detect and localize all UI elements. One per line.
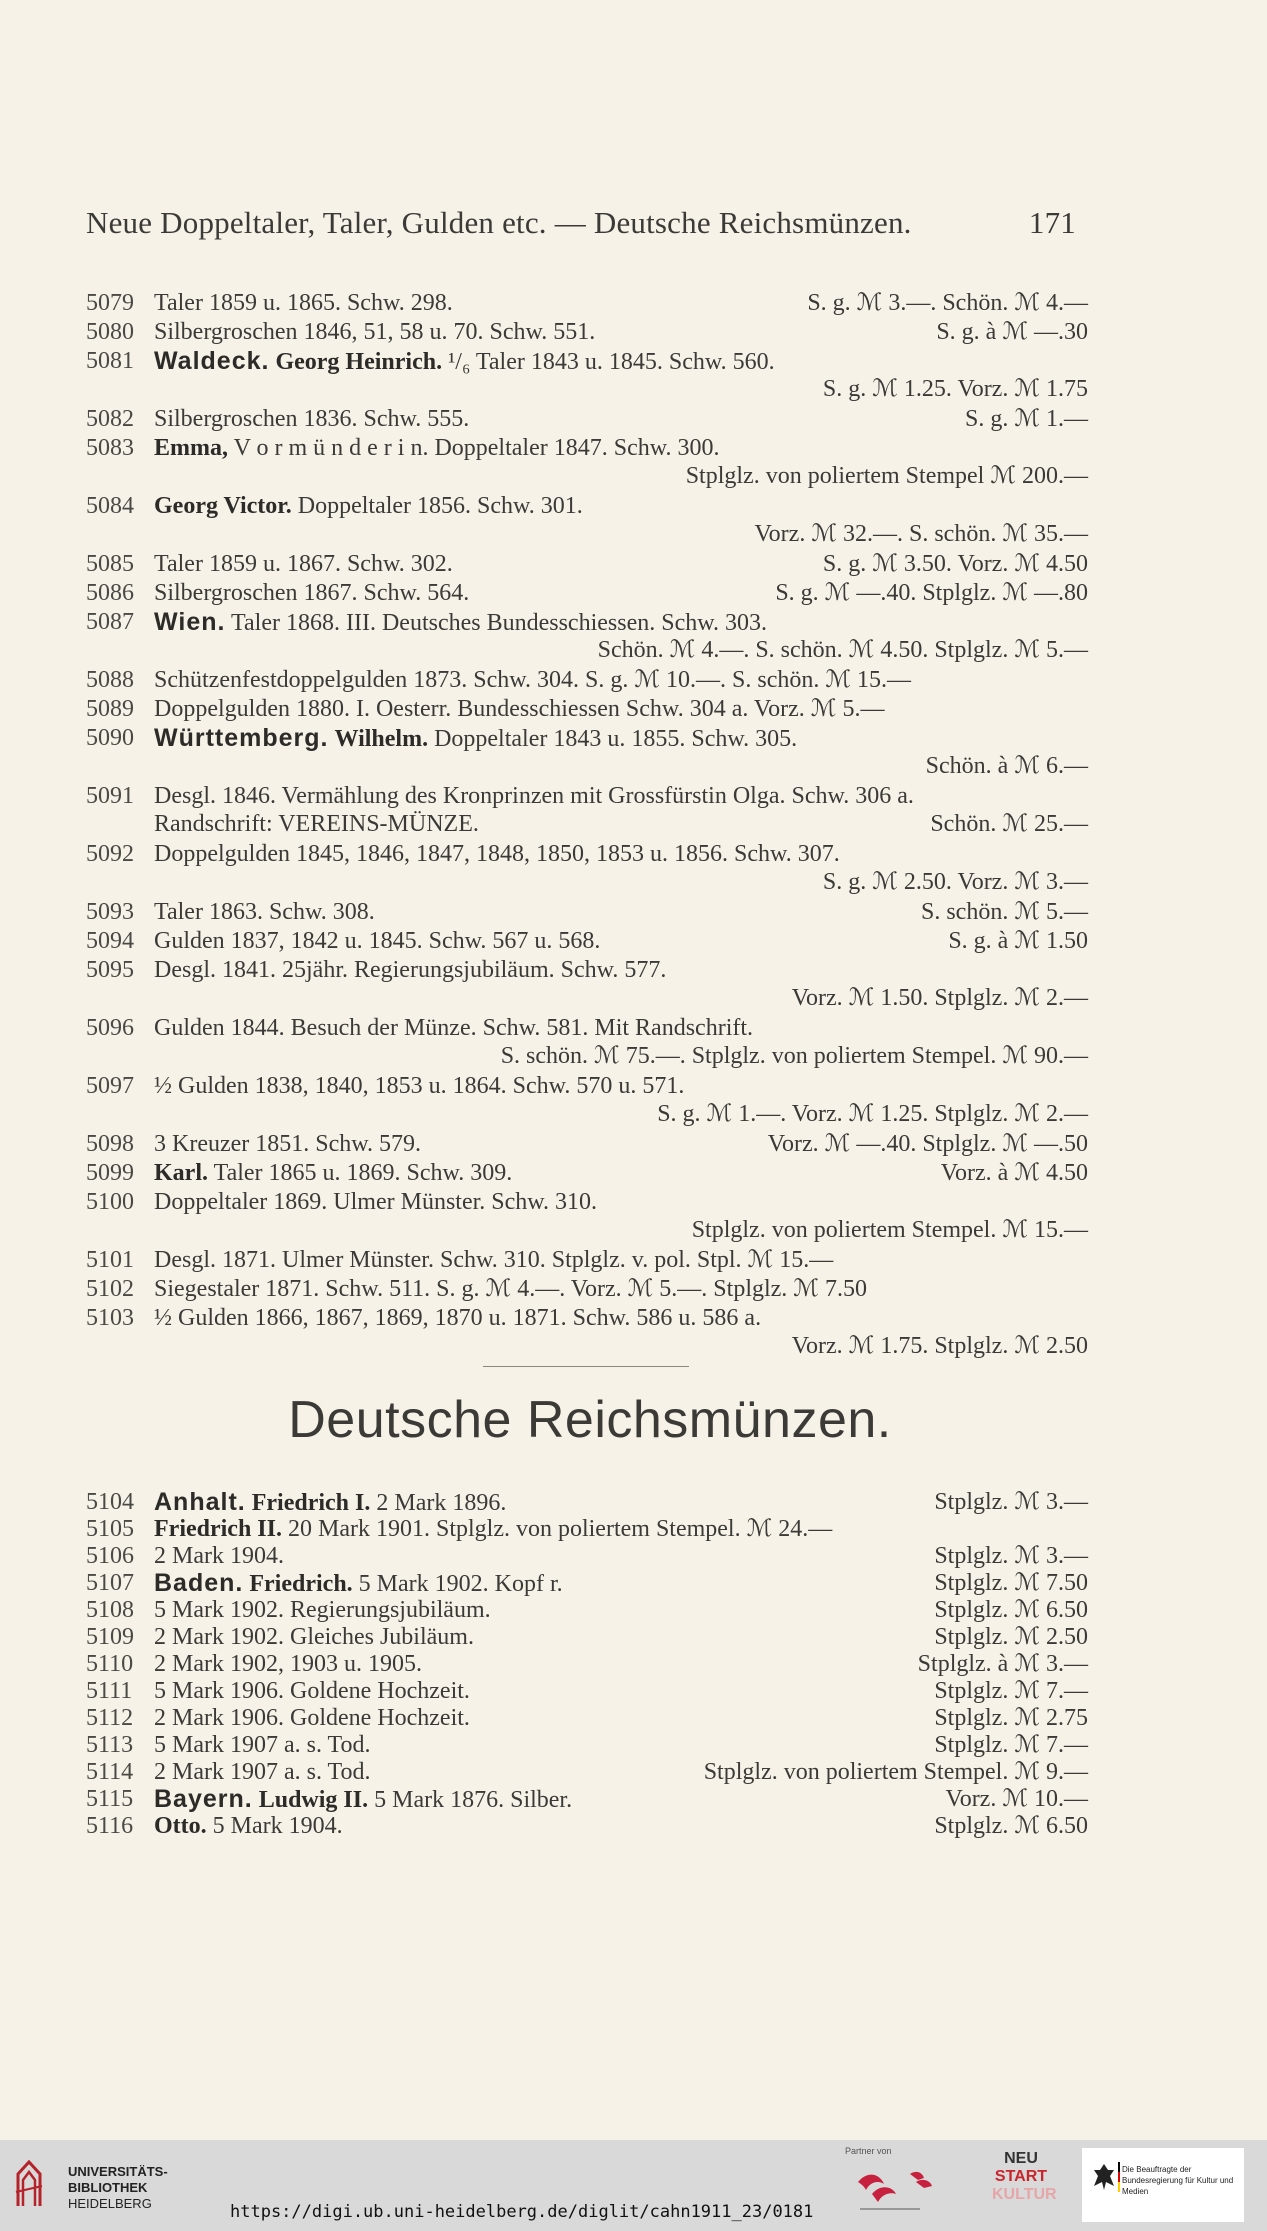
entry-row bbox=[86, 1187, 1088, 1217]
entry-row bbox=[86, 1811, 1088, 1841]
entry-description bbox=[154, 1541, 284, 1571]
entry-continuation-price: S. g. ℳ 2.50. Vorz. ℳ 3.— bbox=[822, 869, 1088, 895]
entry-text: Desgl. 1871. Ulmer Münster. Schw. 310. Stplglz. v. pol. Stpl. ℳ 15.— bbox=[154, 1247, 834, 1273]
entry-number: 5102 bbox=[86, 1276, 134, 1302]
entry-price: Stplglz. von poliertem Stempel. ℳ 9.— bbox=[703, 1759, 1088, 1785]
entry-row bbox=[86, 1595, 1088, 1625]
entry-text: Gulden 1844. Besuch der Münze. Schw. 581. Mit Randschrift. bbox=[154, 1015, 754, 1041]
entry-continuation bbox=[86, 461, 1088, 491]
entry-number: 5090 bbox=[86, 725, 134, 751]
entry-continuation bbox=[86, 1041, 1088, 1071]
entry-price: Stplglz. ℳ 6.50 bbox=[934, 1597, 1088, 1623]
entry-number: 5116 bbox=[86, 1813, 134, 1839]
entry-continuation-price: Stplglz. von poliertem Stempel. ℳ 15.— bbox=[691, 1217, 1088, 1243]
entry-text: ¹/₆ Taler 1843 u. 1845. Schw. 560. bbox=[448, 349, 775, 375]
entry-row bbox=[86, 1784, 1088, 1814]
entry-state: Waldeck. bbox=[154, 347, 270, 375]
entry-row bbox=[86, 897, 1088, 927]
entry-description bbox=[154, 607, 767, 638]
entry-description bbox=[154, 1595, 491, 1625]
entry-continuation-price: Vorz. ℳ 32.—. S. schön. ℳ 35.— bbox=[754, 521, 1088, 547]
entry-description bbox=[154, 491, 583, 521]
entry-continuation bbox=[86, 809, 1088, 839]
entry-number: 5084 bbox=[86, 493, 134, 519]
section-title: Deutsche Reichsmünzen. bbox=[288, 1391, 892, 1449]
entry-ruler: Friedrich II. bbox=[154, 1516, 282, 1542]
entry-price: S. g. ℳ 1.— bbox=[964, 406, 1088, 432]
entry-number: 5107 bbox=[86, 1570, 134, 1596]
page-number: 171 bbox=[1028, 205, 1076, 240]
entry-row bbox=[86, 1514, 1088, 1544]
entry-text: 2 Mark 1896. bbox=[376, 1490, 507, 1516]
entry-text: Taler 1859 u. 1867. Schw. 302. bbox=[154, 551, 453, 577]
entry-continuation-price: Schön. à ℳ 6.— bbox=[925, 753, 1088, 779]
entry-text: Silbergroschen 1867. Schw. 564. bbox=[154, 580, 470, 606]
entry-number: 5097 bbox=[86, 1073, 134, 1099]
entry-state: Württemberg. bbox=[154, 724, 329, 752]
entry-row bbox=[86, 926, 1088, 956]
entry-description bbox=[154, 1013, 753, 1043]
entry-row bbox=[86, 1129, 1088, 1159]
entry-text: Desgl. 1841. 25jähr. Regierungsjubiläum. Schw. 577. bbox=[154, 957, 667, 983]
entry-state: Bayern. bbox=[154, 1785, 253, 1813]
entry-continuation bbox=[86, 751, 1088, 781]
entry-price: Vorz. ℳ —.40. Stplglz. ℳ —.50 bbox=[767, 1131, 1088, 1157]
entry-ruler: Emma, bbox=[154, 435, 228, 461]
entry-description bbox=[154, 1274, 867, 1304]
entry-text: Taler 1859 u. 1865. Schw. 298. bbox=[154, 290, 453, 316]
entry-row bbox=[86, 1730, 1088, 1760]
entry-description bbox=[154, 1303, 761, 1333]
entry-continuation-price: S. g. ℳ 1.25. Vorz. ℳ 1.75 bbox=[822, 376, 1088, 402]
entry-number: 5113 bbox=[86, 1732, 134, 1758]
bkm-logo: Die Beauftragte der Bundesregierung für Kultur und Medien bbox=[1082, 2148, 1244, 2222]
entry-text: Schützenfestdoppelgulden 1873. Schw. 304. S. g. ℳ 10.—. S. schön. ℳ 15.— bbox=[154, 667, 912, 693]
entry-state: Baden. bbox=[154, 1569, 244, 1597]
entry-ruler: Friedrich. bbox=[249, 1571, 353, 1597]
entry-row bbox=[86, 433, 1088, 463]
entry-price: Stplglz. ℳ 7.— bbox=[934, 1678, 1088, 1704]
entry-text: 5 Mark 1906. Goldene Hochzeit. bbox=[154, 1678, 470, 1704]
entry-number: 5108 bbox=[86, 1597, 134, 1623]
header-title: Neue Doppeltaler, Taler, Gulden etc. — Deutsche Reichsmünzen. bbox=[86, 205, 912, 240]
entry-text: Taler 1863. Schw. 308. bbox=[154, 899, 375, 925]
entry-row bbox=[86, 578, 1088, 608]
entry-description bbox=[154, 1730, 371, 1760]
entry-price: Stplglz. ℳ 2.50 bbox=[934, 1624, 1088, 1650]
entry-text: 5 Mark 1876. Silber. bbox=[374, 1787, 573, 1813]
entry-row bbox=[86, 1013, 1088, 1043]
entry-number: 5080 bbox=[86, 319, 134, 345]
entry-description bbox=[154, 897, 375, 927]
entry-text: ½ Gulden 1866, 1867, 1869, 1870 u. 1871. Schw. 586 u. 586 a. bbox=[154, 1305, 762, 1331]
entry-text: 5 Mark 1902. Regierungsjubiläum. bbox=[154, 1597, 491, 1623]
entry-row bbox=[86, 491, 1088, 521]
entry-number: 5086 bbox=[86, 580, 134, 606]
entry-number: 5095 bbox=[86, 957, 134, 983]
entry-continuation bbox=[86, 519, 1088, 549]
entry-price: S. g. ℳ —.40. Stplglz. ℳ —.80 bbox=[775, 580, 1088, 606]
entry-number: 5091 bbox=[86, 783, 134, 809]
entry-number: 5079 bbox=[86, 290, 134, 316]
entry-number: 5094 bbox=[86, 928, 134, 954]
entry-row bbox=[86, 1703, 1088, 1733]
entry-number: 5110 bbox=[86, 1651, 134, 1677]
entry-description bbox=[154, 346, 775, 377]
entry-continuation-price: Vorz. ℳ 1.75. Stplglz. ℳ 2.50 bbox=[791, 1333, 1088, 1359]
entry-description bbox=[154, 1245, 833, 1275]
entry-text: Desgl. 1846. Vermählung des Kronprinzen mit Grossfürstin Olga. Schw. 306 a. bbox=[154, 783, 914, 809]
entry-state: Anhalt. bbox=[154, 1488, 246, 1516]
entry-ruler: Otto. bbox=[154, 1813, 207, 1839]
entry-number: 5092 bbox=[86, 841, 134, 867]
entry-number: 5112 bbox=[86, 1705, 134, 1731]
entry-number: 5087 bbox=[86, 609, 134, 635]
entry-text: 2 Mark 1907 a. s. Tod. bbox=[154, 1759, 371, 1785]
entry-price: Stplglz. ℳ 7.50 bbox=[934, 1570, 1088, 1596]
entry-description bbox=[154, 549, 453, 579]
entry-continuation-price: Schön. ℳ 25.— bbox=[930, 811, 1088, 837]
entry-row bbox=[86, 549, 1088, 579]
entry-row bbox=[86, 1158, 1088, 1188]
entry-number: 5106 bbox=[86, 1543, 134, 1569]
entry-text: Gulden 1837, 1842 u. 1845. Schw. 567 u. 568. bbox=[154, 928, 601, 954]
entry-row bbox=[86, 1568, 1088, 1598]
entry-text: 5 Mark 1902. Kopf r. bbox=[358, 1571, 563, 1597]
entry-price: Stplglz. à ℳ 3.— bbox=[917, 1651, 1088, 1677]
entry-number: 5081 bbox=[86, 348, 134, 374]
footer-bar bbox=[0, 2140, 1267, 2231]
entry-number: 5098 bbox=[86, 1131, 134, 1157]
partner-label: Partner von bbox=[845, 2146, 892, 2156]
running-header bbox=[86, 205, 1076, 241]
entry-description bbox=[154, 1129, 421, 1159]
entry-description bbox=[154, 839, 840, 869]
entry-description bbox=[154, 1676, 470, 1706]
neustart-kultur-logo: NEU START KULTUR bbox=[992, 2150, 1057, 2203]
entry-description bbox=[154, 1187, 597, 1217]
entry-text: Taler 1868. III. Deutsches Bundesschiessen. Schw. 303. bbox=[231, 610, 768, 636]
entry-continuation-price: Stplglz. von poliertem Stempel ℳ 200.— bbox=[685, 463, 1088, 489]
entry-text: 5 Mark 1907 a. s. Tod. bbox=[154, 1732, 371, 1758]
entry-price: Stplglz. ℳ 3.— bbox=[934, 1489, 1088, 1515]
entry-row bbox=[86, 781, 1088, 811]
entry-ruler: Georg Victor. bbox=[154, 493, 292, 519]
entry-row bbox=[86, 665, 1088, 695]
entry-price: S. schön. ℳ 5.— bbox=[920, 899, 1088, 925]
entry-text: 20 Mark 1901. Stplglz. von poliertem Stempel. ℳ 24.— bbox=[287, 1516, 833, 1542]
entry-description bbox=[154, 578, 469, 608]
entry-description bbox=[154, 404, 469, 434]
entry-text: Taler 1865 u. 1869. Schw. 309. bbox=[213, 1160, 513, 1186]
entry-description bbox=[154, 433, 720, 463]
entry-number: 5089 bbox=[86, 696, 134, 722]
entry-description bbox=[154, 1757, 371, 1787]
entry-price: Vorz. ℳ 10.— bbox=[945, 1786, 1088, 1812]
entry-number: 5111 bbox=[86, 1678, 133, 1704]
entry-text: 2 Mark 1902, 1903 u. 1905. bbox=[154, 1651, 422, 1677]
entry-number: 5103 bbox=[86, 1305, 134, 1331]
entry-row bbox=[86, 288, 1088, 318]
entry-text: Doppelgulden 1880. I. Oesterr. Bundesschiessen Schw. 304 a. Vorz. ℳ 5.— bbox=[154, 696, 885, 722]
entry-row bbox=[86, 1245, 1088, 1275]
entry-number: 5093 bbox=[86, 899, 134, 925]
entry-number: 5082 bbox=[86, 406, 134, 432]
entry-price: Vorz. à ℳ 4.50 bbox=[940, 1160, 1088, 1186]
entry-description bbox=[154, 926, 600, 956]
entry-text: Silbergroschen 1846, 51, 58 u. 70. Schw. 551. bbox=[154, 319, 596, 345]
entry-number: 5099 bbox=[86, 1160, 134, 1186]
entry-row bbox=[86, 1649, 1088, 1679]
entry-text: 5 Mark 1904. bbox=[212, 1813, 343, 1839]
entry-ruler: Georg Heinrich. bbox=[275, 349, 443, 375]
entry-price: Stplglz. ℳ 3.— bbox=[934, 1543, 1088, 1569]
entry-number: 5114 bbox=[86, 1759, 134, 1785]
entry-description bbox=[154, 1649, 422, 1679]
entry-text: Siegestaler 1871. Schw. 511. S. g. ℳ 4.—. Vorz. ℳ 5.—. Stplglz. ℳ 7.50 bbox=[154, 1276, 867, 1302]
entry-price: S. g. à ℳ 1.50 bbox=[948, 928, 1088, 954]
entry-continuation bbox=[86, 983, 1088, 1013]
entry-text: Doppeltaler 1869. Ulmer Münster. Schw. 310. bbox=[154, 1189, 598, 1215]
entry-row bbox=[86, 1622, 1088, 1652]
entry-continuation-price: S. schön. ℳ 75.—. Stplglz. von poliertem Stempel. ℳ 90.— bbox=[500, 1043, 1088, 1069]
entry-description bbox=[154, 1703, 470, 1733]
entry-text: ½ Gulden 1838, 1840, 1853 u. 1864. Schw. 570 u. 571. bbox=[154, 1073, 685, 1099]
entry-price: Stplglz. ℳ 7.— bbox=[934, 1732, 1088, 1758]
entry-number: 5109 bbox=[86, 1624, 134, 1650]
entry-text: 3 Kreuzer 1851. Schw. 579. bbox=[154, 1131, 422, 1157]
entry-description bbox=[154, 723, 797, 754]
entry-row bbox=[86, 1274, 1088, 1304]
entry-row bbox=[86, 1071, 1088, 1101]
entry-ruler: Ludwig II. bbox=[258, 1787, 369, 1813]
entry-row bbox=[86, 1541, 1088, 1571]
entry-continuation bbox=[86, 867, 1088, 897]
entry-text: Doppeltaler 1856. Schw. 301. bbox=[297, 493, 583, 519]
university-logo-icon bbox=[14, 2156, 44, 2210]
entry-row bbox=[86, 1676, 1088, 1706]
section-divider bbox=[483, 1366, 689, 1367]
entry-description bbox=[154, 694, 884, 724]
entry-number: 5085 bbox=[86, 551, 134, 577]
entry-price: S. g. à ℳ —.30 bbox=[936, 319, 1088, 345]
entry-row bbox=[86, 404, 1088, 434]
entry-description bbox=[154, 317, 595, 347]
entry-continuation-left: Randschrift: VEREINS-MÜNZE. bbox=[154, 811, 479, 837]
entry-number: 5100 bbox=[86, 1189, 134, 1215]
source-url[interactable]: https://digi.ub.uni-heidelberg.de/diglit/cahn1911_23/0181 bbox=[230, 2202, 814, 2222]
entry-description bbox=[154, 1158, 512, 1188]
entry-text: Doppelgulden 1845, 1846, 1847, 1848, 1850, 1853 u. 1856. Schw. 307. bbox=[154, 841, 840, 867]
entry-text: Doppeltaler 1843 u. 1855. Schw. 305. bbox=[434, 726, 798, 752]
entry-number: 5088 bbox=[86, 667, 134, 693]
entry-price: S. g. ℳ 3.50. Vorz. ℳ 4.50 bbox=[822, 551, 1088, 577]
entry-price: Stplglz. ℳ 2.75 bbox=[934, 1705, 1088, 1731]
entry-number: 5083 bbox=[86, 435, 134, 461]
entry-description bbox=[154, 955, 666, 985]
entry-row bbox=[86, 955, 1088, 985]
entry-continuation bbox=[86, 374, 1088, 404]
entry-text: Silbergroschen 1836. Schw. 555. bbox=[154, 406, 470, 432]
entry-number: 5115 bbox=[86, 1786, 134, 1812]
entry-number: 5101 bbox=[86, 1247, 134, 1273]
entry-continuation-price: S. g. ℳ 1.—. Vorz. ℳ 1.25. Stplglz. ℳ 2.— bbox=[657, 1101, 1088, 1127]
entry-row bbox=[86, 346, 1088, 376]
entry-row bbox=[86, 607, 1088, 637]
entry-text: 2 Mark 1902. Gleiches Jubiläum. bbox=[154, 1624, 474, 1650]
entry-ruler: Wilhelm. bbox=[334, 726, 429, 752]
entry-price: Stplglz. ℳ 6.50 bbox=[934, 1813, 1088, 1839]
eagle-icon bbox=[1092, 2162, 1116, 2192]
entry-continuation-price: Schön. ℳ 4.—. S. schön. ℳ 4.50. Stplglz. ℳ 5.— bbox=[597, 637, 1088, 663]
entry-number: 5105 bbox=[86, 1516, 134, 1542]
entry-description bbox=[154, 288, 453, 318]
entry-row bbox=[86, 1757, 1088, 1787]
entry-number: 5096 bbox=[86, 1015, 134, 1041]
entry-row bbox=[86, 723, 1088, 753]
entry-row bbox=[86, 1303, 1088, 1333]
entry-continuation bbox=[86, 635, 1088, 665]
dda-logo-icon bbox=[850, 2160, 950, 2218]
entry-description bbox=[154, 781, 914, 811]
entry-state: Wien. bbox=[154, 608, 226, 636]
entry-continuation-price: Vorz. ℳ 1.50. Stplglz. ℳ 2.— bbox=[791, 985, 1088, 1011]
entry-description bbox=[154, 1622, 474, 1652]
entry-description bbox=[154, 1514, 832, 1544]
entry-ruler: Friedrich I. bbox=[251, 1490, 371, 1516]
library-name: UNIVERSITÄTS- BIBLIOTHEK HEIDELBERG bbox=[68, 2164, 168, 2211]
entry-text: 2 Mark 1904. bbox=[154, 1543, 284, 1569]
entry-continuation bbox=[86, 1331, 1088, 1361]
entry-row bbox=[86, 694, 1088, 724]
entry-ruler: Karl. bbox=[154, 1160, 208, 1186]
entry-text: V o r m ü n d e r i n. Doppeltaler 1847. Schw. 300. bbox=[233, 435, 720, 461]
entry-continuation bbox=[86, 1215, 1088, 1245]
entry-continuation bbox=[86, 1099, 1088, 1129]
entry-description bbox=[154, 1071, 684, 1101]
entry-number: 5104 bbox=[86, 1489, 134, 1515]
flag-stripe-icon bbox=[1118, 2162, 1120, 2192]
entry-row bbox=[86, 1487, 1088, 1517]
entry-price: S. g. ℳ 3.—. Schön. ℳ 4.— bbox=[807, 290, 1088, 316]
entry-text: 2 Mark 1906. Goldene Hochzeit. bbox=[154, 1705, 470, 1731]
entry-description bbox=[154, 1811, 343, 1841]
entry-description bbox=[154, 665, 911, 695]
entry-row bbox=[86, 317, 1088, 347]
entry-row bbox=[86, 839, 1088, 869]
